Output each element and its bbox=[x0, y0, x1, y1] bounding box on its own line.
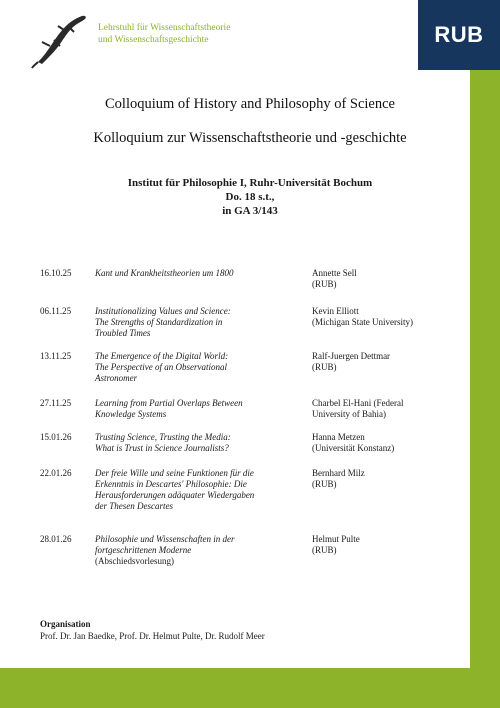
talk-date: 28.01.26 bbox=[40, 534, 72, 544]
title-german: Kolloquium zur Wissenschaftstheorie und -geschichte bbox=[93, 130, 407, 146]
chair-line-2: und Wissenschaftsgeschichte bbox=[98, 35, 209, 45]
green-side-bar bbox=[470, 70, 500, 708]
organisation-names: Prof. Dr. Jan Baedke, Prof. Dr. Helmut Pulte, Dr. Rudolf Meer bbox=[40, 631, 265, 641]
talk-speaker-line: (RUB) bbox=[312, 545, 337, 555]
talk-speaker-line: Kevin Elliott bbox=[312, 306, 359, 316]
talk-title-line: Astronomer bbox=[95, 373, 138, 383]
chair-line-1: Lehrstuhl für Wissenschaftstheorie bbox=[98, 23, 231, 33]
talk-title bbox=[95, 268, 295, 279]
talk-date: 22.01.26 bbox=[40, 468, 72, 478]
talk-date: 16.10.25 bbox=[40, 268, 72, 278]
talk-speaker bbox=[312, 351, 472, 373]
talk-speaker-line: University of Bahia) bbox=[312, 409, 386, 419]
talk-title-line: Knowledge Systems bbox=[95, 409, 167, 419]
talk-title bbox=[95, 351, 295, 384]
talk-title-line: Philosophie und Wissenschaften in der bbox=[95, 534, 235, 544]
talk-title-line: der Thesen Descartes bbox=[95, 501, 173, 511]
talk-speaker-line: Charbel El-Hani (Federal bbox=[312, 398, 404, 408]
organisation-block bbox=[40, 618, 265, 642]
talk-title-line: Learning from Partial Overlaps Between bbox=[95, 398, 243, 408]
title-english: Colloquium of History and Philosophy of Science bbox=[105, 96, 395, 112]
talk-speaker bbox=[312, 432, 472, 454]
talk-speaker bbox=[312, 534, 472, 556]
talk-title-line: Kant und Krankheitstheorien um 1800 bbox=[95, 268, 234, 278]
venue-info bbox=[0, 176, 500, 218]
talk-date: 27.11.25 bbox=[40, 398, 72, 408]
talk-title bbox=[95, 534, 295, 567]
talk-speaker-line: Annette Sell bbox=[312, 268, 357, 278]
talk-title-line: Erkenntnis in Descartes' Philosophie: Die bbox=[95, 479, 247, 489]
talk-title-line: Institutionalizing Values and Science: bbox=[95, 306, 231, 316]
talk-speaker-line: (Universität Konstanz) bbox=[312, 443, 395, 453]
talk-title-line: Trusting Science, Trusting the Media: bbox=[95, 432, 231, 442]
talk-speaker bbox=[312, 468, 472, 490]
talk-title-line: Der freie Wille und seine Funktionen für die bbox=[95, 468, 254, 478]
talk-title-line: The Emergence of the Digital World: bbox=[95, 351, 229, 361]
talk-speaker-line: Bernhard Milz bbox=[312, 468, 365, 478]
talk-title bbox=[95, 398, 295, 420]
talk-speaker bbox=[312, 306, 472, 328]
talk-speaker-line: Helmut Pulte bbox=[312, 534, 360, 544]
talk-title bbox=[95, 306, 295, 339]
salamander-logo-icon bbox=[30, 10, 90, 70]
talk-speaker-line: (RUB) bbox=[312, 479, 337, 489]
talk-title-line: What is Trust in Science Journalists? bbox=[95, 443, 229, 453]
talk-speaker-line: (RUB) bbox=[312, 362, 337, 372]
talk-speaker-line: Hanna Metzen bbox=[312, 432, 365, 442]
talk-title-line: Herausforderungen adäquater Wiedergaben bbox=[95, 490, 255, 500]
talk-title-line: fortgeschrittenen Moderne bbox=[95, 545, 192, 555]
green-bottom-bar bbox=[0, 668, 500, 708]
talk-title bbox=[95, 432, 295, 454]
talk-speaker bbox=[312, 398, 472, 420]
talk-title-line: Troubled Times bbox=[95, 328, 151, 338]
talk-date: 15.01.26 bbox=[40, 432, 72, 442]
talk-speaker-line: (RUB) bbox=[312, 279, 337, 289]
talk-title-line: The Strengths of Standardization in bbox=[95, 317, 223, 327]
talk-date: 06.11.25 bbox=[40, 306, 72, 316]
venue-time: Do. 18 s.t., bbox=[225, 191, 275, 203]
venue-institute: Institut für Philosophie I, Ruhr-Universität Bochum bbox=[127, 177, 373, 189]
chair-name bbox=[98, 22, 318, 46]
organisation-heading: Organisation bbox=[40, 619, 91, 629]
talk-title-note: (Abschiedsvorlesung) bbox=[95, 556, 174, 566]
talk-speaker bbox=[312, 268, 472, 290]
talk-title bbox=[95, 468, 295, 512]
venue-room: in GA 3/143 bbox=[222, 205, 278, 217]
rub-logo-text: RUB bbox=[434, 22, 484, 47]
talk-date: 13.11.25 bbox=[40, 351, 72, 361]
talk-speaker-line: Ralf-Juergen Dettmar bbox=[312, 351, 391, 361]
talk-title-line: The Perspective of an Observational bbox=[95, 362, 227, 372]
rub-logo bbox=[418, 0, 500, 70]
talk-speaker-line: (Michigan State University) bbox=[312, 317, 413, 327]
